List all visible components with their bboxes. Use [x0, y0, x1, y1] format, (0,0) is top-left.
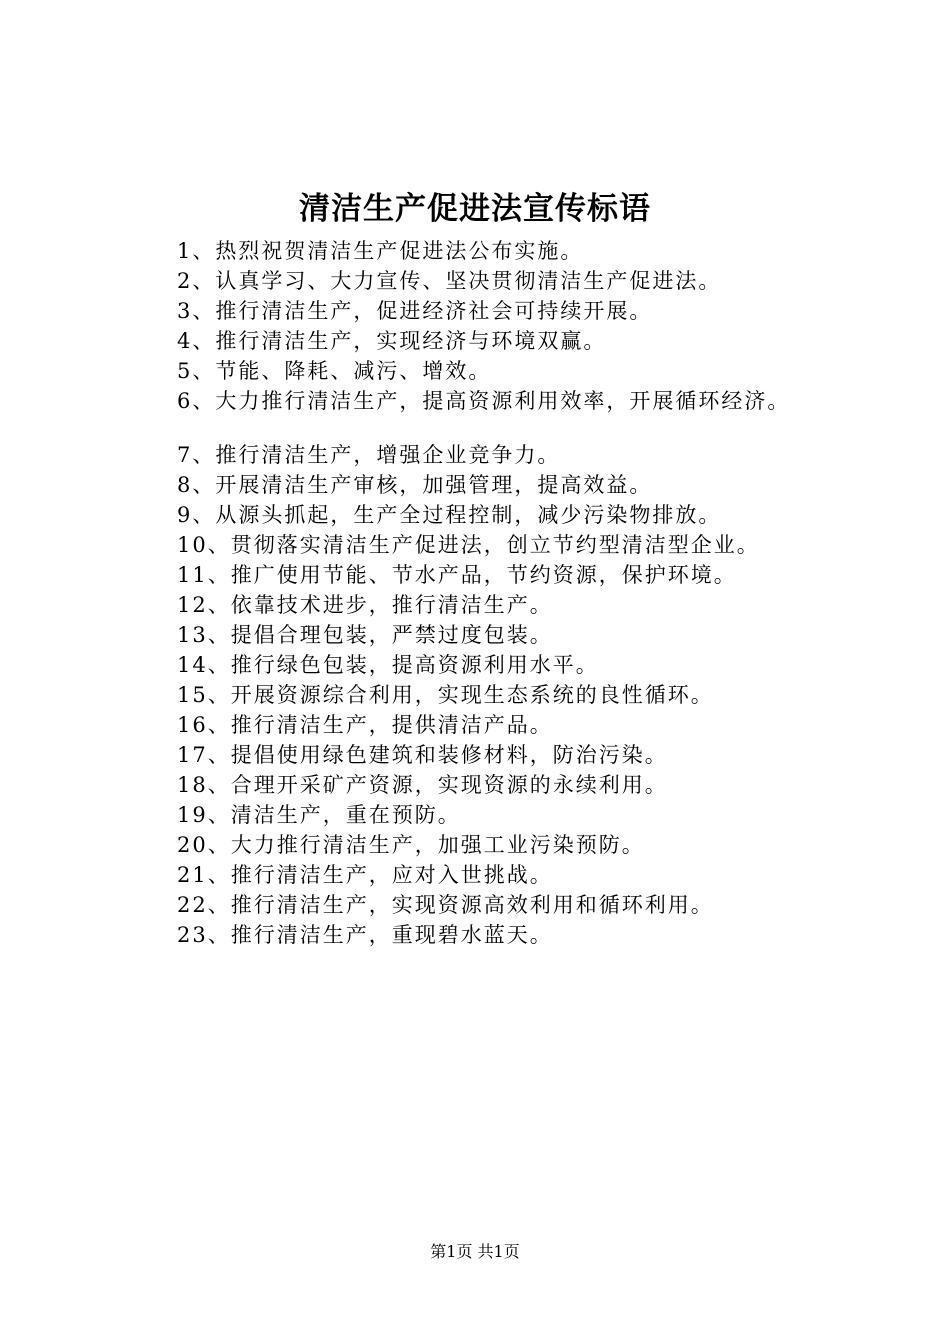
list-item: 20、大力推行清洁生产，加强工业污染预防。: [177, 833, 645, 857]
list-item: 9、从源头抓起，生产全过程控制，减少污染物排放。: [177, 503, 722, 527]
list-item: 2、认真学习、大力宣传、坚决贯彻清洁生产促进法。: [177, 269, 722, 293]
list-item: 11、推广使用节能、节水产品，节约资源，保护环境。: [177, 563, 737, 587]
list-item: 19、清洁生产，重在预防。: [177, 803, 461, 827]
list-item: 17、提倡使用绿色建筑和装修材料，防治污染。: [177, 743, 668, 767]
page-footer: 第1页 共1页: [430, 1242, 520, 1261]
list-item: 3、推行清洁生产，促进经济社会可持续开展。: [177, 299, 653, 323]
list-item: 8、开展清洁生产审核，加强管理，提高效益。: [177, 473, 653, 497]
list-item: 15、开展资源综合利用，实现生态系统的良性循环。: [177, 683, 714, 707]
list-item: 6、大力推行清洁生产，提高资源利用效率，开展循环经济。: [177, 389, 791, 413]
list-item: 16、推行清洁生产，提供清洁产品。: [177, 713, 553, 737]
list-item: 12、依靠技术进步，推行清洁生产。: [177, 593, 553, 617]
list-item: 13、提倡合理包装，严禁过度包装。: [177, 623, 553, 647]
list-item: 1、热烈祝贺清洁生产促进法公布实施。: [177, 239, 584, 263]
slogan-list: [177, 236, 937, 950]
list-item: 23、推行清洁生产，重现碧水蓝天。: [177, 923, 553, 947]
list-item: 18、合理开采矿产资源，实现资源的永续利用。: [177, 773, 668, 797]
list-item: 4、推行清洁生产，实现经济与环境双赢。: [177, 329, 607, 353]
list-item: 7、推行清洁生产，增强企业竞争力。: [177, 443, 561, 467]
list-item: 22、推行清洁生产，实现资源高效利用和循环利用。: [177, 893, 714, 917]
list-item: 5、节能、降耗、减污、增效。: [177, 359, 492, 383]
list-item: 10、贯彻落实清洁生产促进法，创立节约型清洁型企业。: [177, 533, 760, 557]
list-item: 14、推行绿色包装，提高资源利用水平。: [177, 653, 599, 677]
page-title: 清洁生产促进法宣传标语: [299, 191, 651, 227]
list-item: 21、推行清洁生产，应对入世挑战。: [177, 863, 553, 887]
